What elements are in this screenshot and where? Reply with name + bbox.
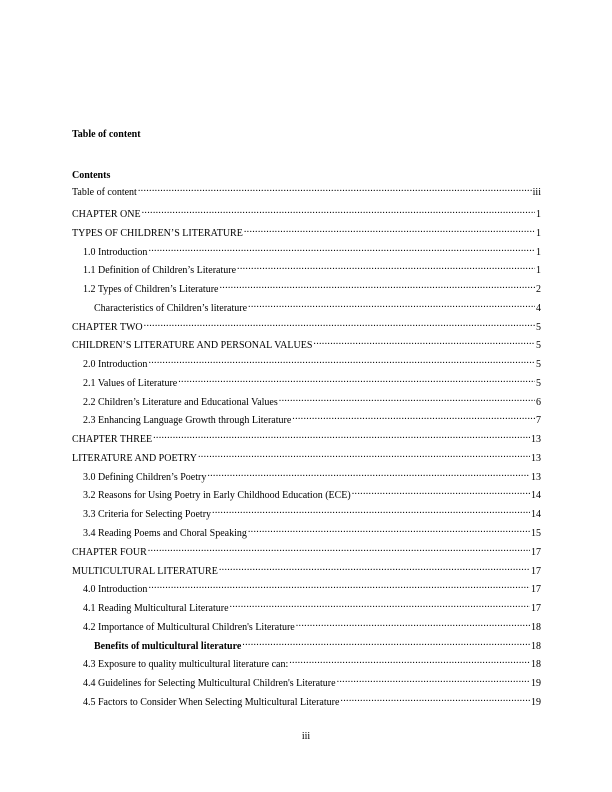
toc-entry[interactable]	[72, 486, 541, 505]
toc-entry-page: 13	[531, 434, 541, 446]
toc-entry[interactable]	[72, 449, 541, 468]
dot-leader	[237, 261, 535, 273]
dot-leader	[148, 580, 530, 592]
toc-entry-label: 4.2 Importance of Multicultural Children's Literature	[83, 621, 295, 633]
toc-entry-page: 17	[531, 546, 541, 558]
dot-leader	[313, 336, 535, 348]
toc-entry[interactable]	[72, 543, 541, 562]
dot-leader	[142, 205, 535, 217]
toc-entry-page: 2	[536, 284, 541, 296]
toc-entry[interactable]	[72, 243, 541, 262]
table-of-contents	[72, 183, 541, 712]
toc-entry-label: 1.2 Types of Children’s Literature	[83, 284, 219, 296]
toc-entry-label: TYPES OF CHILDREN’S LITERATURE	[72, 227, 243, 239]
toc-entry-page: 18	[531, 621, 541, 633]
toc-entry[interactable]	[72, 411, 541, 430]
toc-entry-page: 19	[531, 678, 541, 690]
toc-entry-label: 2.1 Values of Literature	[83, 377, 178, 389]
dot-leader	[198, 449, 530, 461]
toc-entry-label: Table of content	[72, 187, 137, 198]
toc-entry-page: 5	[536, 340, 541, 352]
toc-entry-page: 18	[531, 659, 541, 671]
toc-entry[interactable]	[72, 183, 541, 205]
toc-entry[interactable]	[72, 674, 541, 693]
toc-entry[interactable]	[72, 374, 541, 393]
toc-entry[interactable]	[72, 599, 541, 618]
dot-leader	[144, 318, 535, 330]
toc-entry-label: CHAPTER ONE	[72, 209, 141, 220]
toc-entry-label: 3.0 Defining Children’s Poetry	[83, 471, 207, 483]
toc-entry[interactable]	[72, 280, 541, 299]
toc-entry-label: 4.3 Exposure to quality multicultural literature can:	[83, 659, 289, 671]
toc-entry-page: 13	[531, 452, 541, 464]
dot-leader	[219, 280, 535, 292]
toc-entry-label: 2.2 Children’s Literature and Educational Values	[83, 396, 278, 408]
dot-leader	[292, 411, 535, 423]
toc-entry-label: 3.4 Reading Poems and Choral Speaking	[83, 528, 247, 540]
toc-entry-label: CHAPTER THREE	[72, 434, 153, 446]
toc-entry-label: 4.4 Guidelines for Selecting Multicultural Children's Literature	[83, 678, 336, 690]
toc-entry-page: 19	[531, 696, 541, 708]
toc-entry-label: 2.0 Introduction	[83, 359, 148, 371]
toc-entry[interactable]	[72, 637, 541, 656]
toc-entry-page: 5	[536, 321, 541, 333]
dot-leader	[148, 543, 530, 555]
toc-entry-label: 2.3 Enhancing Language Growth through Literature	[83, 415, 292, 427]
toc-entry-label: 4.5 Factors to Consider When Selecting Multicultural Literature	[83, 696, 340, 708]
toc-entry[interactable]	[72, 318, 541, 337]
toc-entry[interactable]	[72, 655, 541, 674]
toc-entry[interactable]	[72, 524, 541, 543]
dot-leader	[138, 183, 532, 195]
toc-entry-label: Characteristics of Children’s literature	[94, 302, 248, 314]
dot-leader	[148, 243, 535, 255]
toc-entry-page: 14	[531, 490, 541, 502]
toc-entry-page: 5	[536, 359, 541, 371]
toc-entry[interactable]	[72, 336, 541, 355]
toc-entry[interactable]	[72, 618, 541, 637]
contents-heading: Contents	[72, 170, 111, 181]
dot-leader	[248, 299, 535, 311]
toc-entry-page: 14	[531, 509, 541, 521]
toc-entry[interactable]	[72, 505, 541, 524]
toc-entry-page: 1	[536, 265, 541, 277]
toc-entry-label: CHILDREN’S LITERATURE AND PERSONAL VALUES	[72, 340, 313, 352]
toc-entry-page: iii	[532, 187, 541, 198]
toc-entry[interactable]	[72, 299, 541, 318]
toc-entry[interactable]	[72, 261, 541, 280]
toc-entry[interactable]	[72, 430, 541, 449]
toc-entry-page: 13	[531, 471, 541, 483]
toc-entry[interactable]	[72, 693, 541, 712]
toc-entry-page: 1	[536, 246, 541, 258]
toc-entry-label: 4.1 Reading Multicultural Literature	[83, 603, 229, 615]
toc-entry[interactable]	[72, 205, 541, 224]
toc-entry-label: Benefits of multicultural literature	[94, 640, 242, 652]
toc-entry-label: LITERATURE AND POETRY	[72, 452, 197, 464]
dot-leader	[230, 599, 530, 611]
toc-entry-label: CHAPTER TWO	[72, 321, 143, 333]
toc-entry-page: 6	[536, 396, 541, 408]
toc-entry-label: CHAPTER FOUR	[72, 546, 147, 558]
dot-leader	[296, 618, 530, 630]
toc-entry-label: 4.0 Introduction	[83, 584, 148, 596]
toc-entry-page: 1	[536, 209, 541, 220]
toc-entry[interactable]	[72, 468, 541, 487]
toc-entry[interactable]	[72, 355, 541, 374]
toc-entry-page: 7	[536, 415, 541, 427]
toc-entry[interactable]	[72, 562, 541, 581]
dot-leader	[153, 430, 530, 442]
dot-leader	[207, 468, 530, 480]
toc-entry-page: 5	[536, 377, 541, 389]
dot-leader	[242, 637, 530, 649]
dot-leader	[289, 655, 530, 667]
toc-entry-page: 4	[536, 302, 541, 314]
toc-entry-label: MULTICULTURAL LITERATURE	[72, 565, 218, 577]
page-number: iii	[301, 731, 311, 742]
toc-entry-page: 17	[531, 565, 541, 577]
toc-entry-page: 15	[531, 528, 541, 540]
toc-entry-page: 18	[531, 640, 541, 652]
toc-entry-label: 3.3 Criteria for Selecting Poetry	[83, 509, 212, 521]
toc-entry-label: 1.1 Definition of Children’s Literature	[83, 265, 237, 277]
toc-entry[interactable]	[72, 224, 541, 243]
dot-leader	[148, 355, 535, 367]
toc-entry[interactable]	[72, 580, 541, 599]
toc-entry[interactable]	[72, 393, 541, 412]
toc-entry-page: 17	[531, 584, 541, 596]
dot-leader	[352, 486, 530, 498]
dot-leader	[244, 224, 535, 236]
toc-entry-label: 3.2 Reasons for Using Poetry in Early Childhood Education (ECE)	[83, 490, 351, 502]
dot-leader	[340, 693, 530, 705]
dot-leader	[279, 393, 535, 405]
dot-leader	[337, 674, 530, 686]
dot-leader	[212, 505, 530, 517]
toc-entry-label: 1.0 Introduction	[83, 246, 148, 258]
toc-entry-page: 17	[531, 603, 541, 615]
dot-leader	[248, 524, 530, 536]
dot-leader	[219, 562, 530, 574]
toc-entry-page: 1	[536, 227, 541, 239]
page-title: Table of content	[72, 129, 141, 140]
dot-leader	[178, 374, 535, 386]
